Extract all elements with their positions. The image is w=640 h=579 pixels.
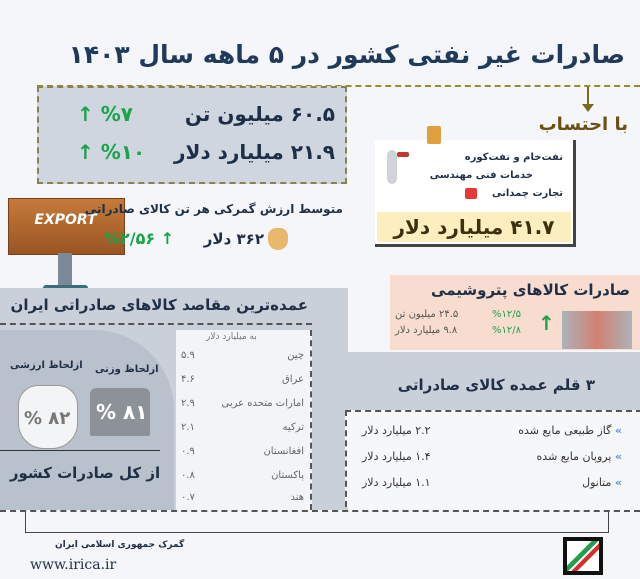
- list-item: ۱.۱ میلیارد دلار متانول «: [362, 476, 622, 489]
- destinations-title: عمده‌ترین مقاصد کالاهای صادراتی ایران: [10, 296, 308, 314]
- weight-change: ↑ %۷: [77, 102, 133, 126]
- oil-barrel-icon: [427, 126, 441, 144]
- footer-org: گمرک جمهوری اسلامی ایران: [55, 540, 185, 550]
- footer-url[interactable]: www.irica.ir: [30, 557, 117, 573]
- arrow-up-icon: ↑: [77, 140, 94, 164]
- weight-value: ۶۰.۵ میلیون تن: [184, 102, 335, 126]
- unit-label: به میلیارد دلار: [206, 332, 257, 342]
- avg-value-title: متوسط ارزش گمرکی هر تن کالای صادراتی: [84, 202, 343, 216]
- share-area: [0, 330, 174, 510]
- arrow-up-icon: ↑: [160, 229, 175, 248]
- wrench-icon: [397, 152, 409, 157]
- avg-change: %۲/۵۶ ↑: [104, 229, 175, 248]
- money-bag-icon: [268, 228, 288, 250]
- avg-value: ۳۶۲ دلار: [203, 230, 264, 248]
- customs-logo: [563, 537, 603, 575]
- value-value: ۲۱.۹ میلیارد دلار: [174, 140, 335, 164]
- table-row: ۲.۱ ترکیه: [181, 422, 304, 433]
- including-label: با احتساب: [538, 114, 628, 135]
- value-label: ازلحاظ ارزشی: [10, 360, 83, 371]
- petro-title: صادرات کالاهای پتروشیمی: [431, 281, 630, 299]
- engineer-icon: [387, 150, 397, 184]
- item-oil: نفت‌خام و نفت‌کوره: [464, 152, 563, 163]
- table-row: ۵.۹ چین: [181, 350, 304, 361]
- divider: [0, 323, 312, 325]
- top-goods-title: ۳ قلم عمده کالای صادراتی: [397, 376, 595, 394]
- refinery-icon: [562, 311, 632, 349]
- petro-value: ۹.۸ میلیارد دلار: [395, 325, 458, 336]
- arrow-head: [582, 104, 594, 112]
- petrochemical-box: [390, 275, 640, 350]
- arrow-up-icon: ↑: [538, 311, 555, 335]
- petro-weight: ۲۴.۵ میلیون تن: [395, 309, 459, 320]
- table-row: ۲.۹ امارات متحده عربی: [181, 398, 304, 409]
- page-title: صادرات غیر نفتی کشور در ۵ ماهه سال ۱۴۰۳: [68, 40, 625, 69]
- destinations-table: [176, 330, 312, 510]
- item-engineering: خدمات فنی مهندسی: [429, 170, 533, 181]
- list-item: ۱.۴ میلیارد دلار پروپان مایع شده «: [362, 450, 622, 463]
- petro-value-change: %۱۲/۸: [492, 325, 521, 336]
- suitcase-icon: [465, 188, 477, 199]
- chevrons-icon: «: [614, 476, 622, 489]
- top-goods-list: [345, 410, 640, 507]
- connector-line: [25, 512, 609, 533]
- divider: [0, 450, 160, 451]
- petro-weight-change: %۱۲/۵: [492, 309, 521, 320]
- table-row: ۰.۸ پاکستان: [181, 470, 304, 481]
- list-item: ۲.۲ میلیارد دلار گاز طبیعی مایع شده «: [362, 424, 622, 437]
- top-goods-header: [348, 352, 640, 410]
- chevrons-icon: «: [614, 450, 622, 463]
- summary-box: [37, 86, 347, 184]
- value-change: ↑ %۱۰: [77, 140, 146, 164]
- export-label: EXPORT: [34, 212, 97, 228]
- table-row: ۰.۹ افغانستان: [181, 446, 304, 457]
- weight-share: % ۸۱: [96, 400, 148, 424]
- chevrons-icon: «: [614, 424, 622, 437]
- table-row: ۰.۷ هند: [181, 492, 304, 503]
- table-row: ۴.۶ عراق: [181, 374, 304, 385]
- item-suitcase-trade: تجارت چمدانی: [492, 188, 563, 199]
- weight-label: ازلحاظ وزنی: [95, 364, 159, 375]
- arrow-up-icon: ↑: [77, 102, 94, 126]
- total-value: ۴۱.۷ میلیارد دلار: [377, 212, 571, 242]
- value-share: % ۸۲: [24, 408, 71, 429]
- share-caption: از کل صادرات کشور: [9, 464, 161, 482]
- including-card: [375, 140, 576, 247]
